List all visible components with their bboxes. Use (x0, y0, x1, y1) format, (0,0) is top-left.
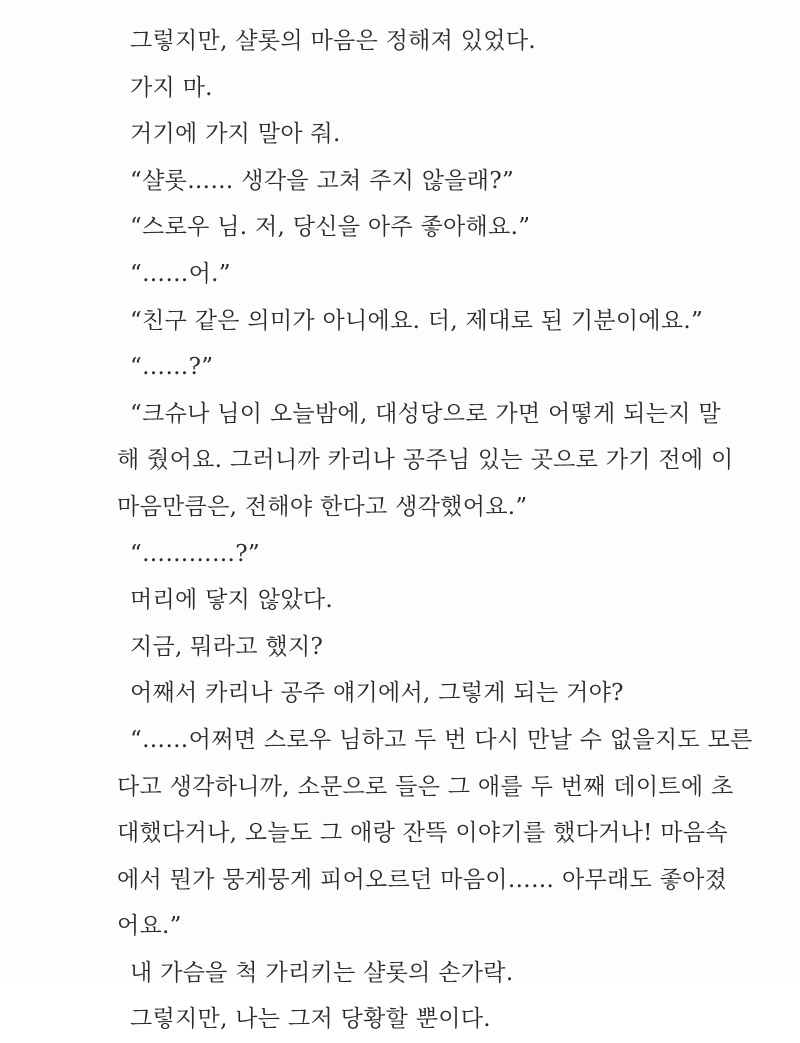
text-line-22: 그렇지만, 나는 그저 당황할 뿐이다. (130, 1006, 491, 1033)
text-line-4: “샬롯…… 생각을 고쳐 주지 않을래?” (130, 167, 515, 194)
text-line-14: 지금, 뭐라고 했지? (130, 633, 324, 660)
text-line-15: 어째서 카리나 공주 얘기에서, 그렇게 되는 거야? (130, 680, 624, 707)
text-line-2: 가지 마. (130, 74, 213, 101)
text-line-16: “……어쩌면 스로우 님하고 두 번 다시 만날 수 없을지도 모른 (130, 726, 753, 753)
text-line-5: “스로우 님. 저, 당신을 아주 좋아해요.” (130, 214, 531, 241)
text-line-20: 어요.” (117, 913, 182, 940)
text-line-8: “……?” (130, 354, 214, 381)
text-line-21: 내 가슴을 척 가리키는 샬롯의 손가락. (130, 959, 514, 986)
text-line-13: 머리에 닿지 않았다. (130, 587, 333, 614)
text-line-19: 에서 뭔가 뭉게뭉게 피어오르던 마음이…… 아무래도 좋아졌 (117, 866, 728, 893)
text-line-17: 다고 생각하니까, 소문으로 들은 그 애를 두 번째 데이트에 초 (117, 773, 734, 800)
text-line-3: 거기에 가지 말아 줘. (130, 121, 341, 148)
text-line-12: “…………?” (130, 540, 260, 567)
text-line-7: “친구 같은 의미가 아니에요. 더, 제대로 된 기분이에요.” (130, 307, 704, 334)
text-line-11: 마음만큼은, 전해야 한다고 생각했어요.” (117, 493, 528, 520)
text-line-18: 대했다거나, 오늘도 그 애랑 잔뜩 이야기를 했다거나! 마음속 (117, 820, 728, 847)
text-line-9: “크슈나 님이 오늘밤에, 대성당으로 가면 어떻게 되는지 말 (130, 400, 721, 427)
text-line-1: 그렇지만, 샬롯의 마음은 정해져 있었다. (130, 28, 536, 54)
body-text (0, 18, 800, 1043)
text-line-6: “……어.” (130, 260, 231, 287)
text-line-10: 해 줬어요. 그러니까 카리나 공주님 있는 곳으로 가기 전에 이 (117, 447, 734, 474)
